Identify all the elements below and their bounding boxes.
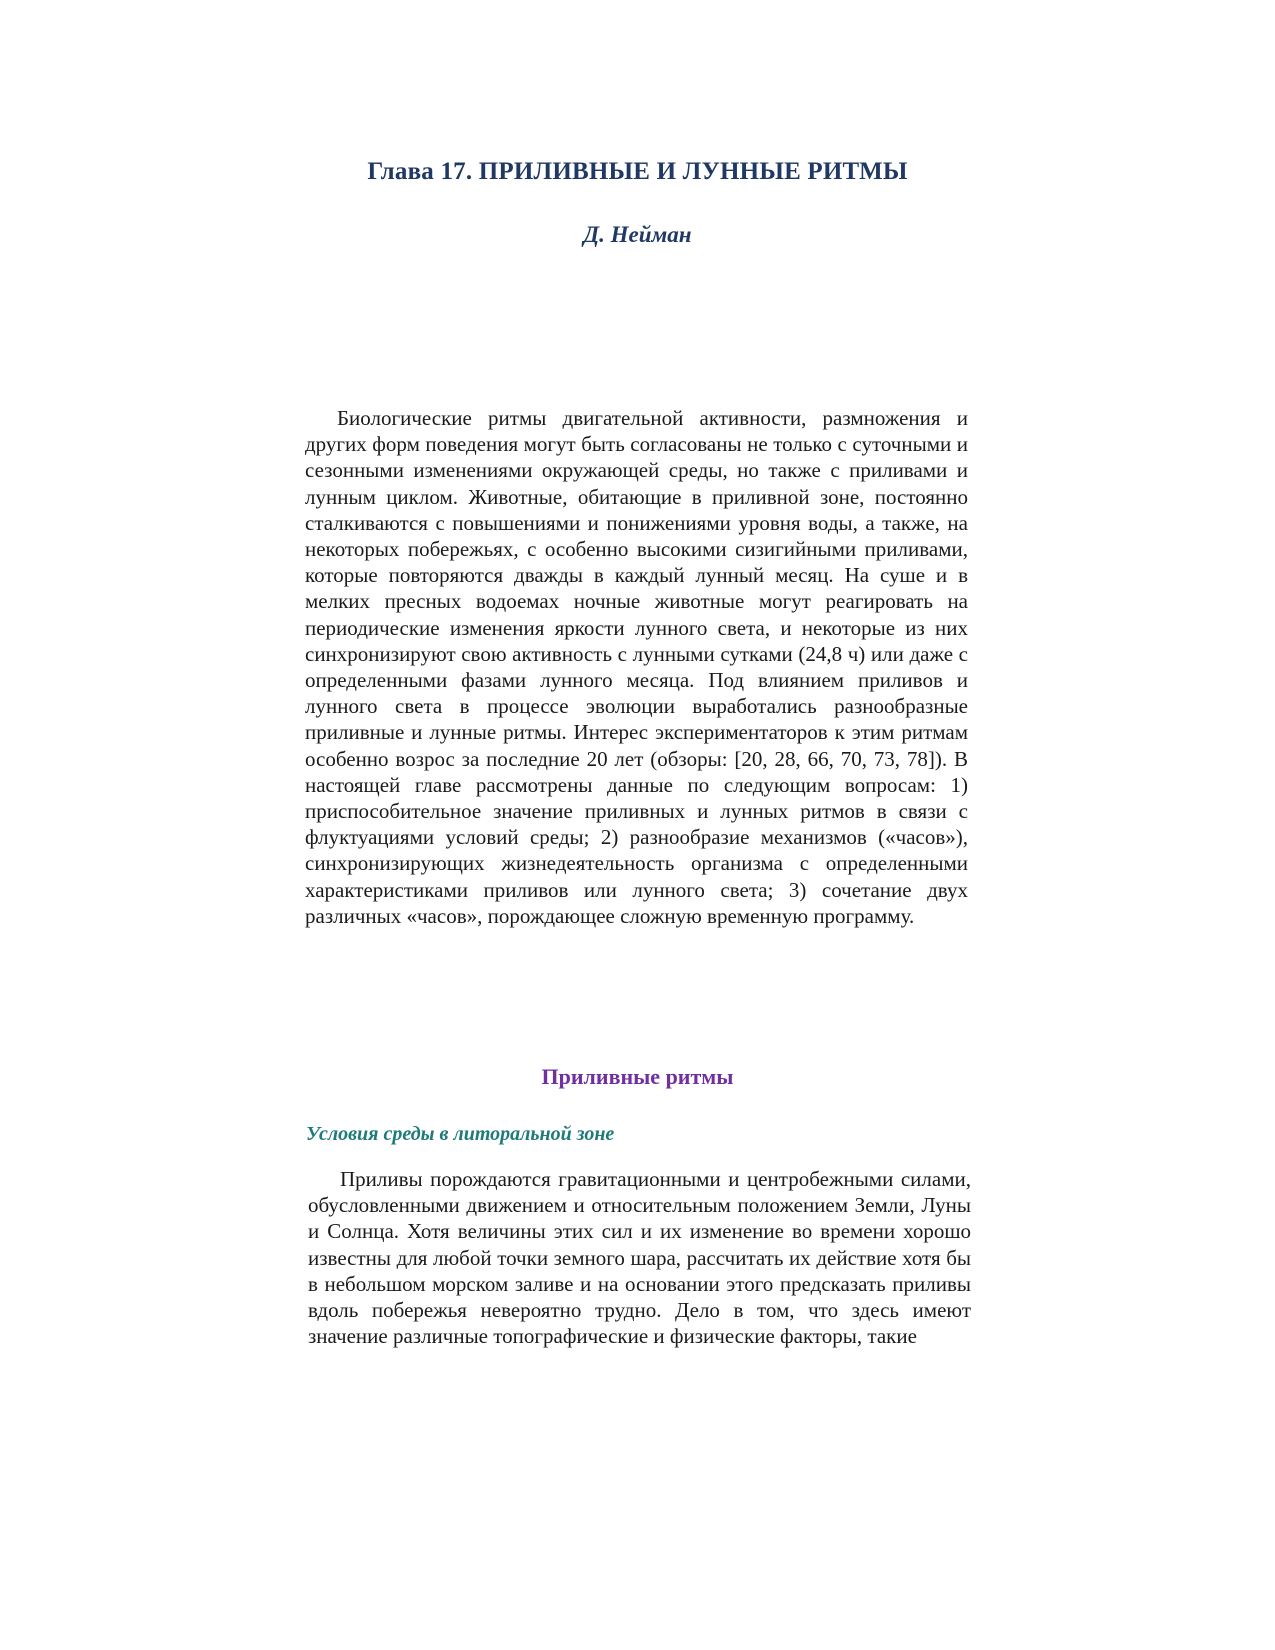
subsection-paragraph: Приливы порождаются гравитационными и центробежными силами, обусловленными движением и относительным положением Земли, Луны и Солнца. Хотя величины этих сил и их изменение во времени хорошо известны для любой точки земного шара, рассчитать их действие хотя бы в небольшом морском заливе и на основании этого предсказать приливы вдоль побережья невероятно трудно. Дело в том, что здесь имеют значение различные топографические и физические факторы, такие xyxy=(308,1167,971,1349)
chapter-title: Глава 17. ПРИЛИВНЫЕ И ЛУННЫЕ РИТМЫ xyxy=(367,158,908,185)
intro-paragraph: Биологические ритмы двигательной активности, размножения и других форм поведения могут быть согласованы не только с суточными и сезонными изменениями окружающей среды, но также с приливами и лунным циклом. Животные, обитающие в приливной зоне, постоянно сталкиваются с повышениями и понижениями уровня воды, а также, на некоторых побережьях, с особенно высокими сизигийными приливами, которые повторяются дважды в каждый лунный месяц. На суше и в мелких пресных водоемах ночные животные могут реагировать на периодические изменения яркости лунного света, и некоторые из них синхронизируют свою активность с лунными сутками (24,8 ч) или даже с определенными фазами лунного месяца. Под влиянием приливов и лунного света в процессе эволюции выработались разнообразные приливные и лунные ритмы. Интерес экспериментаторов к этим ритмам особенно возрос за последние 20 лет (обзоры: [20, 28, 66, 70, 73, 78]). В настоящей главе рассмотрены данные по следующим вопросам: 1) приспособительное значение приливных и лунных ритмов в связи с флуктуациями условий среды; 2) разнообразие механизмов («часов»), синхронизирующих жизнедеятельность организма с определенными характеристиками приливов или лунного света; 3) сочетание двух различных «часов», порождающее сложную временную программу. xyxy=(305,406,968,928)
subsection-title: Условия среды в литоральной зоне xyxy=(306,1123,615,1145)
section-title: Приливные ритмы xyxy=(541,1064,734,1089)
chapter-author: Д. Нейман xyxy=(583,222,692,247)
